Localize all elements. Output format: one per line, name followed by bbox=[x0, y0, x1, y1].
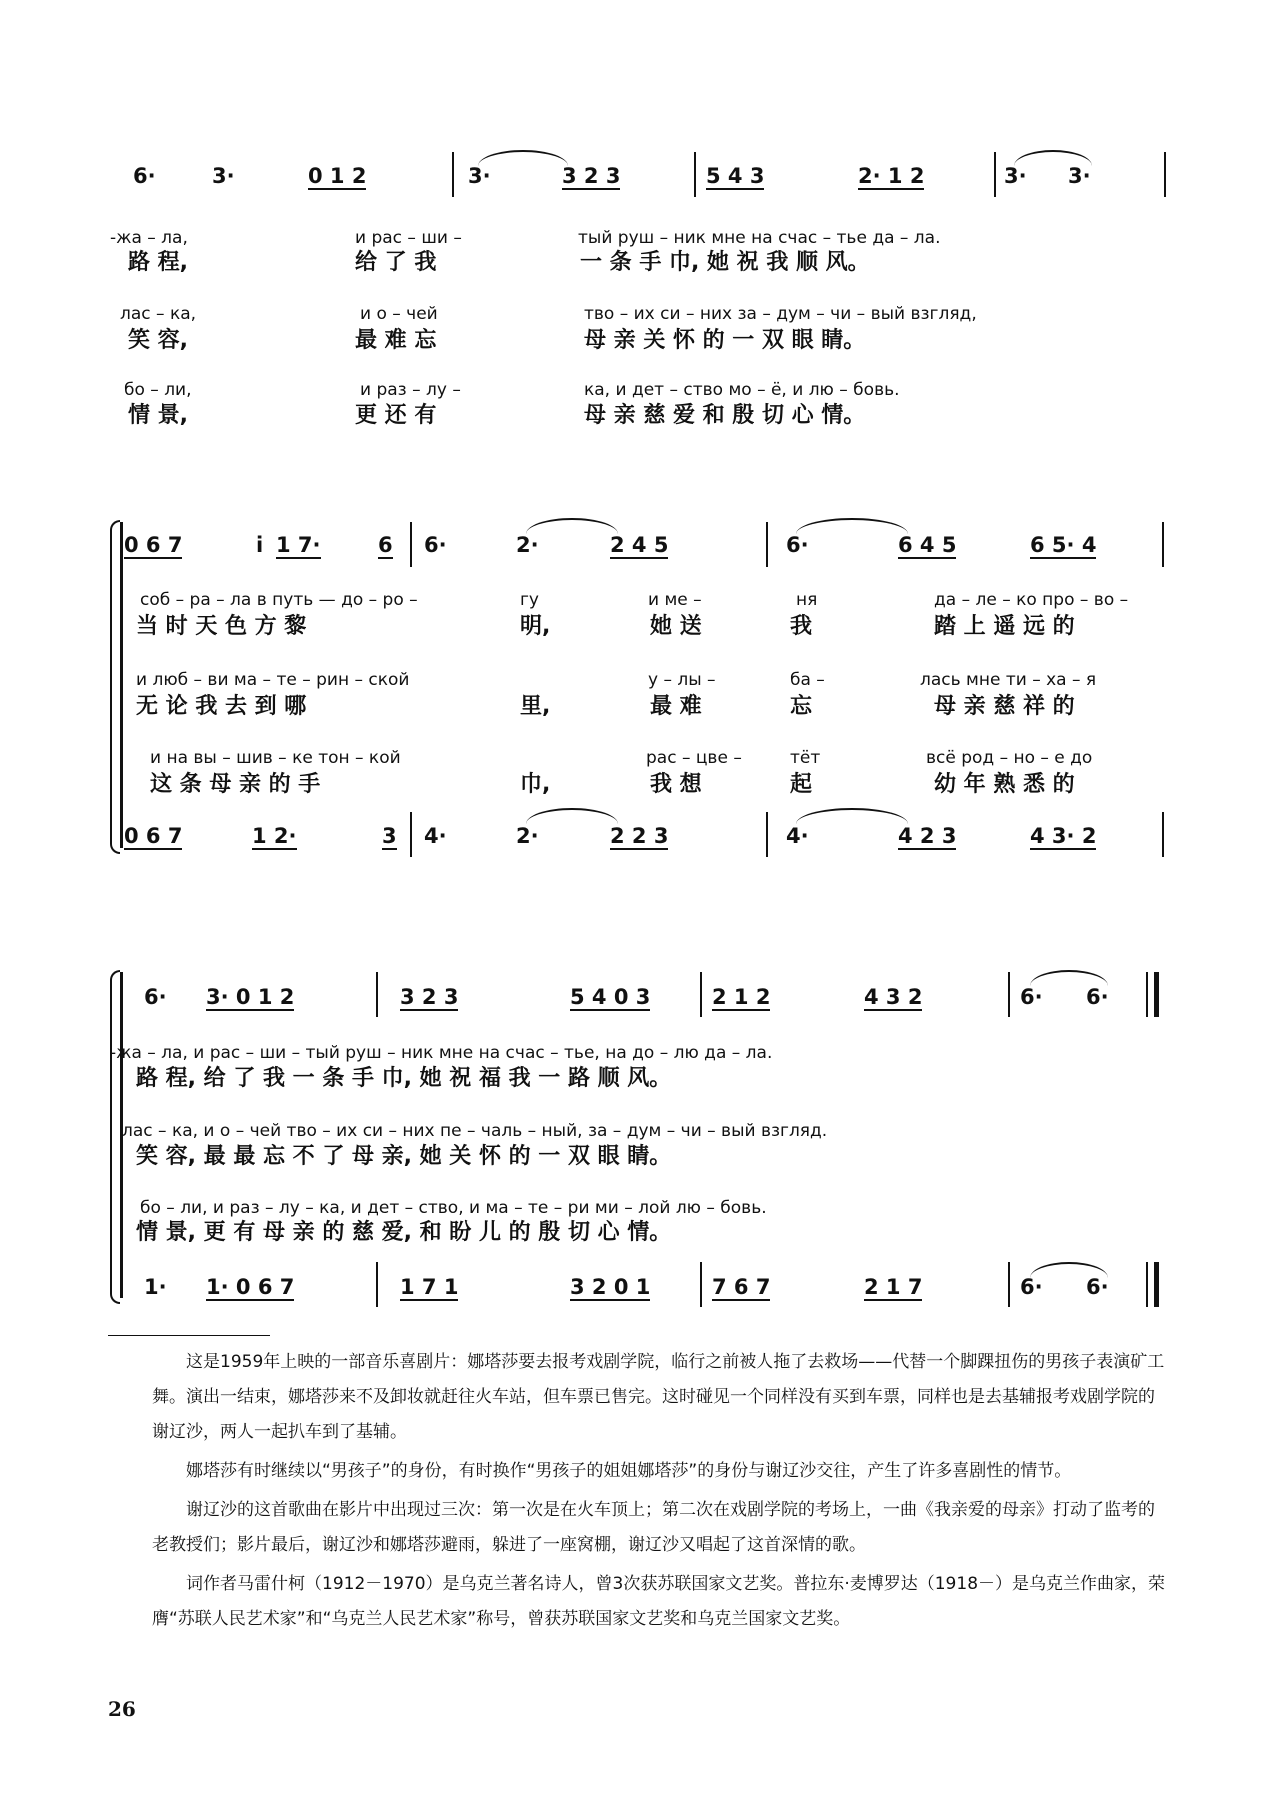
lyric-zh: 无 论 我 去 到 哪 bbox=[136, 694, 307, 719]
lyric-zh: 幼 年 熟 悉 的 bbox=[934, 772, 1075, 797]
lyric-zh: 最 难 忘 bbox=[355, 328, 437, 353]
note: 6· bbox=[1086, 1275, 1109, 1299]
brace bbox=[110, 970, 120, 1304]
lyric-zh: 巾, bbox=[520, 772, 551, 797]
lyric-ru: и на вы – шив – ке тон – кой bbox=[150, 748, 401, 768]
lyric-zh: 这 条 母 亲 的 手 bbox=[150, 772, 321, 797]
note-group: 4 3· 2 bbox=[1030, 824, 1097, 848]
lyric-zh: 笑 容, bbox=[128, 328, 189, 353]
note-group: 1 7· bbox=[276, 533, 321, 557]
lyric-ru: лась мне ти – ха – я bbox=[920, 670, 1097, 690]
note-group: 0 6 7 bbox=[124, 533, 183, 557]
final-barline bbox=[1154, 972, 1159, 1017]
note-group: 2 2 3 bbox=[610, 824, 669, 848]
footnote-paragraph: 这是1959年上映的一部音乐喜剧片：娜塔莎要去报考戏剧学院，临行之前被人拖了去救场——代替一个脚踝扭伤的男孩子表演矿工舞。演出一结束，娜塔莎来不及卸妆就赶往火车站，但车票已售完。这时碰见一个同样没有买到车票，同样也是去基辅报考戏剧学院的谢辽沙，两人一起扒车到了基辅。 bbox=[152, 1352, 1165, 1442]
note-group: 3· 0 1 2 bbox=[206, 985, 295, 1009]
footnote-paragraph: 谢辽沙的这首歌曲在影片中出现过三次：第一次是在火车顶上；第二次在戏剧学院的考场上，一曲《我亲爱的母亲》打动了监考的老教授们；影片最后，谢辽沙和娜塔莎避雨，躲进了一座窝棚，谢辽沙又唱起了这首深情的歌。 bbox=[152, 1500, 1155, 1555]
note: 3· bbox=[1068, 164, 1091, 188]
note: 3· bbox=[1004, 164, 1027, 188]
lyric-ru: лас – ка, и о – чей тво – их си – них пе – чаль – ный, за – дум – чи – вый взгляд. bbox=[122, 1121, 828, 1141]
footnote-paragraph: 词作者马雷什柯（1912－1970）是乌克兰著名诗人，曾3次获苏联国家文艺奖。普拉东·麦博罗达（1918－）是乌克兰作曲家，荣膺“苏联人民艺术家”和“乌克兰人民艺术家”称号，曾获苏联国家文艺奖和乌克兰国家文艺奖。 bbox=[152, 1574, 1166, 1629]
lyric-ru: и ме – bbox=[648, 590, 702, 610]
barline bbox=[1164, 152, 1166, 197]
note-group: 4 3 2 bbox=[864, 985, 923, 1009]
lyric-ru: -жа – ла, и рас – ши – тый руш – ник мне на счас – тье, на до – лю да – ла. bbox=[110, 1043, 773, 1063]
lyric-zh: 她 送 bbox=[650, 614, 702, 639]
note: 2· bbox=[516, 824, 539, 848]
lyric-zh: 路 程, 给 了 我 一 条 手 巾, 她 祝 福 我 一 路 顺 风。 bbox=[136, 1066, 672, 1091]
lyric-ru: и о – чей bbox=[360, 304, 438, 324]
lyric-ru: у – лы – bbox=[648, 670, 716, 690]
footnote-paragraph: 娜塔莎有时继续以“男孩子”的身份，有时换作“男孩子的姐姐娜塔莎”的身份与谢辽沙交往，产生了许多喜剧性的情节。 bbox=[186, 1461, 1072, 1481]
barline bbox=[452, 152, 454, 197]
lyric-zh: 我 想 bbox=[650, 772, 702, 797]
lyric-zh: 我 bbox=[790, 614, 813, 639]
lyric-zh: 母 亲 慈 爱 和 殷 切 心 情。 bbox=[584, 403, 866, 428]
note-group: 5 4 0 3 bbox=[570, 985, 651, 1009]
note-group: 2 4 5 bbox=[610, 533, 669, 557]
note: 6· bbox=[1020, 985, 1043, 1009]
lyric-ru: рас – цве – bbox=[646, 748, 742, 768]
barline bbox=[1162, 812, 1164, 857]
note-group: 2 1 7 bbox=[864, 1275, 923, 1299]
note: 2· bbox=[516, 533, 539, 557]
tie bbox=[796, 808, 908, 824]
lyric-ru: тёт bbox=[790, 748, 821, 768]
barline bbox=[766, 812, 768, 857]
lyric-zh: 给 了 我 bbox=[355, 250, 437, 275]
system-barline bbox=[120, 522, 123, 848]
lyric-ru: тво – их си – них за – дум – чи – вый взгляд, bbox=[584, 304, 977, 324]
lyric-ru: ба – bbox=[790, 670, 825, 690]
barline bbox=[700, 1262, 702, 1307]
lyric-zh: 最 难 bbox=[650, 694, 702, 719]
barline bbox=[694, 152, 696, 197]
lyric-zh: 母 亲 关 怀 的 一 双 眼 睛。 bbox=[584, 328, 866, 353]
barline bbox=[1162, 522, 1164, 567]
barline bbox=[1146, 972, 1148, 1017]
note-group: 0 1 2 bbox=[308, 164, 367, 188]
footnote bbox=[152, 1345, 1168, 1641]
note-group: 7 6 7 bbox=[712, 1275, 771, 1299]
note: 6· bbox=[786, 533, 809, 557]
tie bbox=[796, 518, 908, 534]
note-group: 5 4 3 bbox=[706, 164, 765, 188]
lyric-zh: 更 还 有 bbox=[355, 403, 437, 428]
note: i bbox=[256, 533, 264, 557]
note-group: 3 2 3 bbox=[400, 985, 459, 1009]
lyric-ru: лас – ка, bbox=[120, 304, 197, 324]
note: 6· bbox=[424, 533, 447, 557]
lyric-zh: 情 景, bbox=[128, 403, 189, 428]
lyric-zh: 起 bbox=[790, 772, 813, 797]
lyric-zh: 笑 容, 最 最 忘 不 了 母 亲, 她 关 怀 的 一 双 眼 睛。 bbox=[136, 1144, 672, 1169]
note: 6 bbox=[378, 533, 393, 557]
tie bbox=[478, 150, 568, 166]
note-group: 2 1 2 bbox=[712, 985, 771, 1009]
barline bbox=[376, 1262, 378, 1307]
note-group: 3 2 0 1 bbox=[570, 1275, 651, 1299]
lyric-ru: и люб – ви ма – те – рин – ской bbox=[136, 670, 410, 690]
note: 3· bbox=[468, 164, 491, 188]
lyric-ru: тый руш – ник мне на счас – тье да – ла. bbox=[578, 228, 941, 248]
lyric-ru: соб – ра – ла в путь — до – ро – bbox=[140, 590, 418, 610]
note: 6· bbox=[144, 985, 167, 1009]
barline bbox=[1146, 1262, 1148, 1307]
lyric-zh: 情 景, 更 有 母 亲 的 慈 爱, 和 盼 儿 的 殷 切 心 情。 bbox=[136, 1220, 672, 1245]
page-number: 26 bbox=[108, 1697, 136, 1721]
note: 4· bbox=[786, 824, 809, 848]
lyric-ru: гу bbox=[520, 590, 539, 610]
note-group: 3 2 3 bbox=[562, 164, 621, 188]
lyric-zh: 明, bbox=[520, 614, 551, 639]
barline bbox=[766, 522, 768, 567]
note-group: 6 5· 4 bbox=[1030, 533, 1097, 557]
lyric-ru: всё род – но – е до bbox=[926, 748, 1093, 768]
footnote-rule bbox=[108, 1335, 270, 1336]
lyric-zh: 忘 bbox=[790, 694, 813, 719]
lyric-ru: и рас – ши – bbox=[355, 228, 462, 248]
note: 6· bbox=[1086, 985, 1109, 1009]
lyric-ru: бо – ли, и раз – лу – ка, и дет – ство, и ма – те – ри ми – лой лю – бовь. bbox=[140, 1198, 767, 1218]
barline bbox=[1008, 1262, 1010, 1307]
note-group: 1 2· bbox=[252, 824, 297, 848]
barline bbox=[376, 972, 378, 1017]
lyric-ru: ня bbox=[796, 590, 818, 610]
note-group: 2· 1 2 bbox=[858, 164, 925, 188]
lyric-ru: бо – ли, bbox=[124, 380, 192, 400]
note: 4· bbox=[424, 824, 447, 848]
final-barline bbox=[1154, 1262, 1159, 1307]
note: 3 bbox=[382, 824, 397, 848]
note-group: 0 6 7 bbox=[124, 824, 183, 848]
tie bbox=[1030, 970, 1108, 986]
tie bbox=[526, 808, 618, 824]
lyric-ru: да – ле – ко про – во – bbox=[934, 590, 1129, 610]
note-group: 4 2 3 bbox=[898, 824, 957, 848]
barline bbox=[700, 972, 702, 1017]
brace bbox=[110, 520, 120, 854]
lyric-ru: -жа – ла, bbox=[110, 228, 188, 248]
lyric-zh: 路 程, bbox=[128, 250, 189, 275]
note: 6· bbox=[133, 164, 156, 188]
note-group: 1 7 1 bbox=[400, 1275, 459, 1299]
barline bbox=[410, 522, 412, 567]
tie bbox=[526, 518, 618, 534]
note-group: 1· 0 6 7 bbox=[206, 1275, 295, 1299]
note: 6· bbox=[1020, 1275, 1043, 1299]
lyric-zh: 母 亲 慈 祥 的 bbox=[934, 694, 1075, 719]
lyric-ru: и раз – лу – bbox=[360, 380, 461, 400]
lyric-zh: 当 时 天 色 方 黎 bbox=[136, 614, 307, 639]
lyric-zh: 踏 上 遥 远 的 bbox=[934, 614, 1075, 639]
lyric-ru: ка, и дет – ство мо – ё, и лю – бовь. bbox=[584, 380, 900, 400]
barline bbox=[410, 812, 412, 857]
lyric-zh: 里, bbox=[520, 694, 551, 719]
note: 1· bbox=[144, 1275, 167, 1299]
note-group: 6 4 5 bbox=[898, 533, 957, 557]
lyric-zh: 一 条 手 巾, 她 祝 我 顺 风。 bbox=[580, 250, 870, 275]
barline bbox=[994, 152, 996, 197]
note: 3· bbox=[212, 164, 235, 188]
barline bbox=[1008, 972, 1010, 1017]
